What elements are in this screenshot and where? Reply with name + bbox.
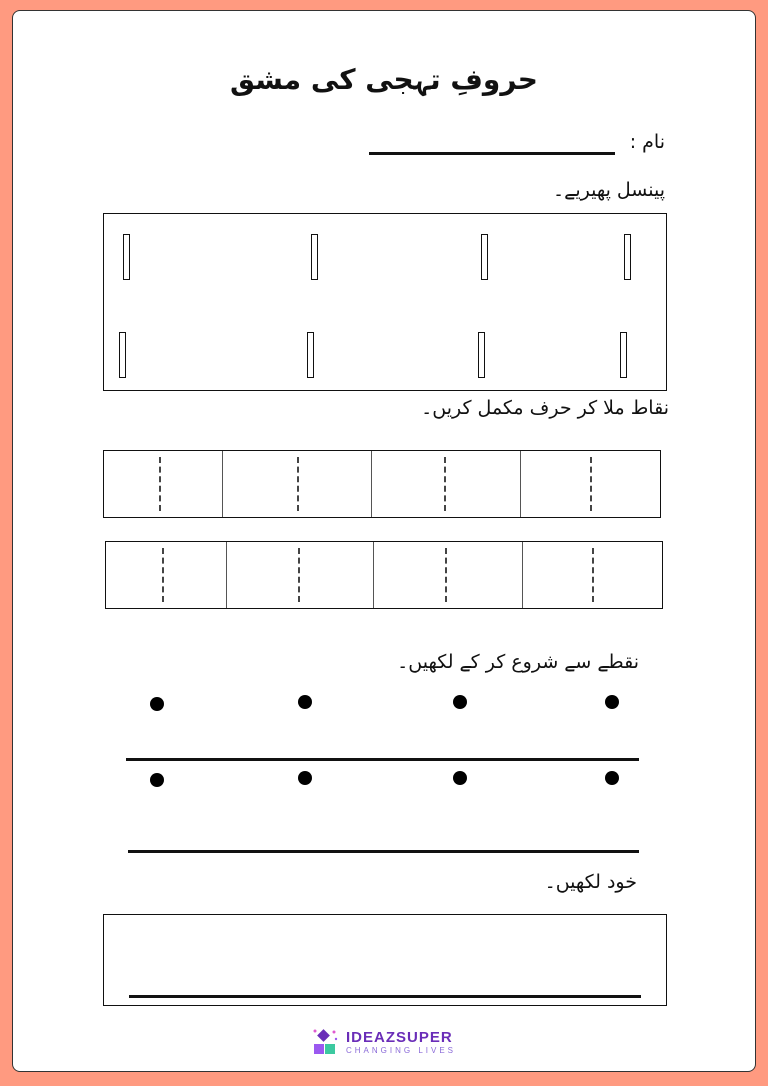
name-label: نام : [629,131,665,153]
instruction-trace: پینسل پھیریے۔ [553,179,665,201]
dotted-alif [162,548,164,602]
dotted-alif [298,548,300,602]
dotted-alif [445,548,447,602]
dotted-alif [444,457,446,511]
start-dot [298,695,312,709]
start-dot [605,771,619,785]
alif-trace-letter [624,234,631,280]
dotted-row-2[interactable] [105,541,663,609]
alif-trace-letter [311,234,318,280]
alif-trace-letter [478,332,485,378]
instruction-start-dot: نقطے سے شروع کر کے لکھیں۔ [397,651,639,673]
start-dot [150,697,164,711]
dotted-row-1[interactable] [103,450,661,518]
dotted-cell [106,542,227,608]
page-title: حروفِ تہجی کی مشق [230,63,538,96]
worksheet-page [12,10,756,1072]
dotted-alif [159,457,161,511]
trace-box[interactable] [103,213,667,391]
dotted-alif [590,457,592,511]
alif-trace-letter [620,332,627,378]
dotted-cell [374,542,523,608]
dotted-cell [104,451,223,517]
logo-tagline: CHANGING LIVES [345,1046,456,1055]
start-dot [453,695,467,709]
start-dot [150,773,164,787]
dotted-alif [297,457,299,511]
alif-trace-letter [119,332,126,378]
start-dot [605,695,619,709]
alif-trace-letter [481,234,488,280]
instruction-dots: نقاط ملا کر حرف مکمل کریں۔ [421,397,669,419]
writing-baseline[interactable] [128,850,639,853]
name-write-line[interactable] [369,152,615,155]
instruction-write: خود لکھیں۔ [544,871,637,893]
start-dot [453,771,467,785]
start-dot [298,771,312,785]
dotted-cell [227,542,374,608]
dotted-cell [372,451,521,517]
free-write-box[interactable] [103,914,667,1006]
logo-brand-text: IDEAZSUPER [345,1029,453,1046]
writing-baseline [129,995,641,998]
dotted-alif [592,548,594,602]
alif-trace-letter [123,234,130,280]
alif-trace-letter [307,332,314,378]
brand-logo [13,1027,755,1061]
writing-baseline[interactable] [126,758,639,761]
logo-icon [312,1027,338,1057]
